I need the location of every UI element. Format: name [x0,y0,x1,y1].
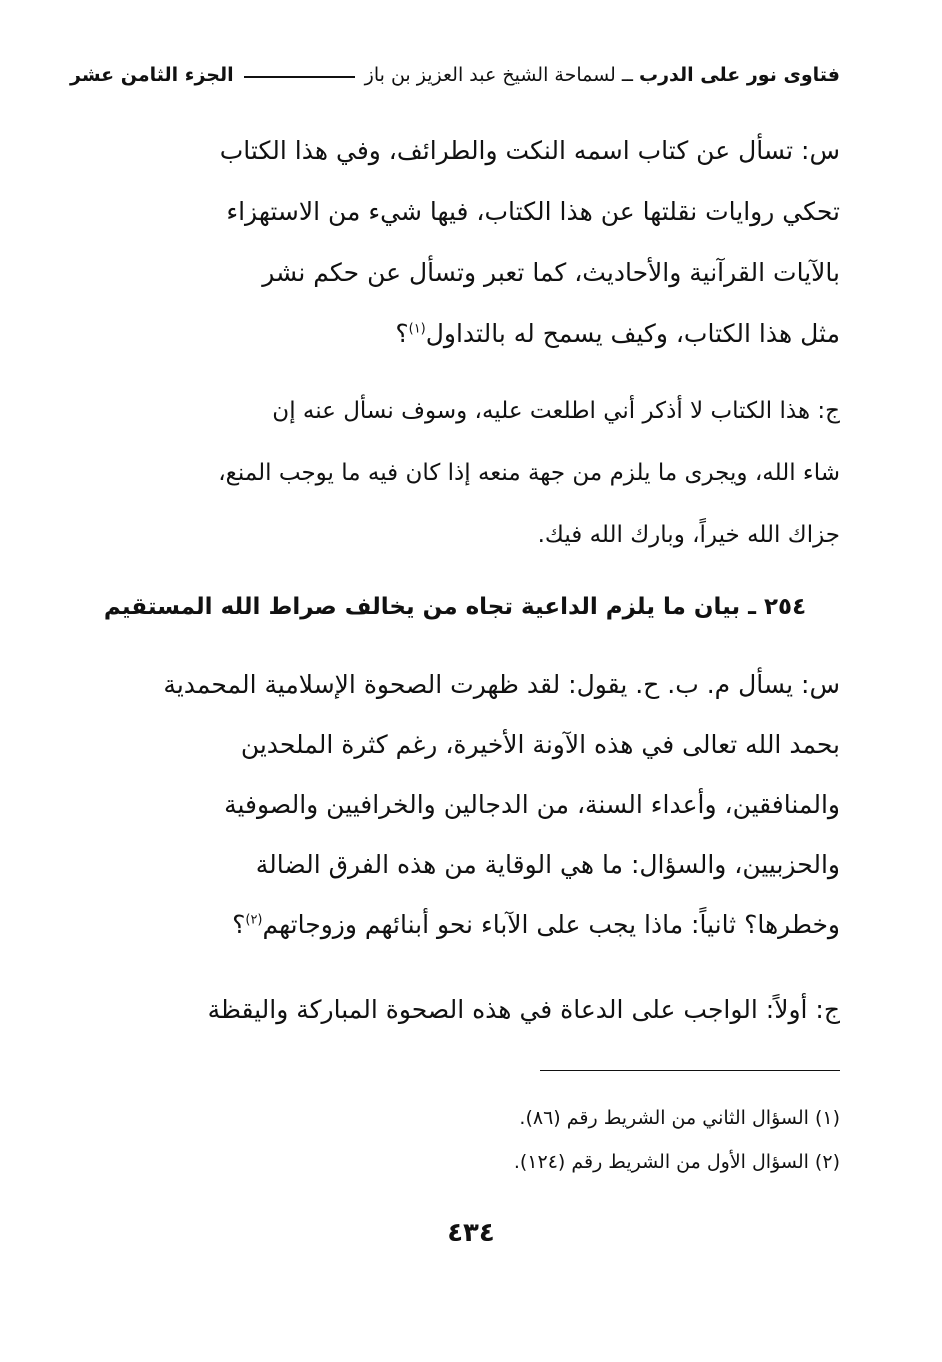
question-1-line: مثل هذا الكتاب، وكيف يسمح له بالتداول [425,319,840,348]
header-rule [244,76,355,78]
question-2-line: وخطرها؟ ثانياً: ماذا يجب على الآباء نحو أبنائهم وزوجاتهم [262,910,840,939]
question-1-last-line [70,303,840,364]
header-book-title: فتاوى نور على الدرب [639,64,840,86]
footnotes [70,1096,840,1184]
answer-2-line: ج: أولاً: الواجب على الدعاة في هذه الصحوة المباركة واليقظة [207,995,840,1024]
question-2-line: س: يسأل م. ب. ح. يقول: لقد ظهرت الصحوة الإسلامية المحمدية [163,670,840,699]
header-author: لسماحة الشيخ عبد العزيز بن باز [364,64,616,86]
question-2-line: والحزبيين، والسؤال: ما هي الوقاية من هذه الفرق الضالة [255,850,840,879]
question-1-line: س: تسأل عن كتاب اسمه النكت والطرائف، وفي هذا الكتاب [219,136,840,165]
question-2-line: والمنافقين، وأعداء السنة، من الدجالين والخرافيين والصوفية [224,790,840,819]
answer-1-line: جزاك الله خيراً، وبارك الله فيك. [537,522,840,548]
section-heading: ٢٥٤ ـ بيان ما يلزم الداعية تجاه من يخالف صراط الله المستقيم [103,594,807,620]
question-2 [70,655,840,955]
answer-2 [70,985,840,1035]
question-2-line: بحمد الله تعالى في هذه الآونة الأخيرة، رغم كثرة الملحدين [240,730,840,759]
question-mark: ؟ [395,319,409,348]
header-separator: ــ [621,64,633,86]
answer-1-line: شاء الله، ويجرى ما يلزم من جهة منعه إذا كان فيه ما يوجب المنع، [218,460,840,486]
footnote-1: (١) السؤال الثاني من الشريط رقم (٨٦). [519,1107,840,1129]
answer-1 [70,380,840,566]
question-2-last-line [70,895,840,955]
running-header [70,58,840,92]
question-1-line: بالآيات القرآنية والأحاديث، كما تعبر وتسأل عن حكم نشر [262,258,840,287]
footnote-2: (٢) السؤال الأول من الشريط رقم (١٢٤). [513,1151,840,1173]
question-1-line: تحكي روايات نقلتها عن هذا الكتاب، فيها شيء من الاستهزاء [226,197,840,226]
footnote-ref-2: (٢) [245,912,263,928]
question-mark: ؟ [232,910,246,939]
answer-1-line: ج: هذا الكتاب لا أذكر أني اطلعت عليه، وسوف نسأل عنه إن [272,398,840,424]
question-1 [70,120,840,364]
footnote-divider [540,1070,840,1071]
page-number: ٤٣٤ [447,1218,495,1248]
footnote-ref-1: (١) [408,321,426,337]
header-volume: الجزء الثامن عشر [70,64,234,86]
